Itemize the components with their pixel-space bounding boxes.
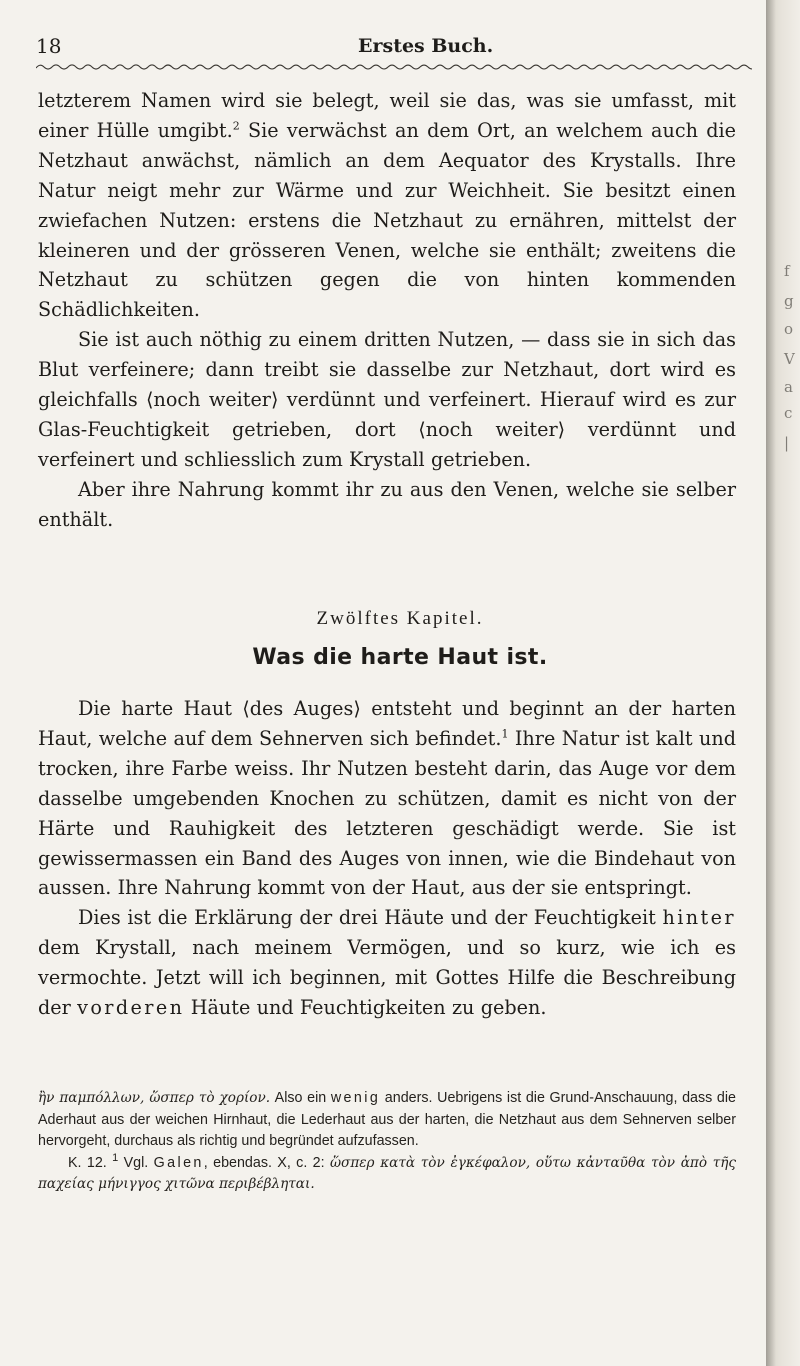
footnote: K. 12. $^1$ Vgl. Galen, ebendas. X, c. 2: ὥσπερ κατὰ τὸν ἐγκέφαλον, οὕτω κἀνταῦθα τὸν ἀπὸ τῆς παχείας μήνιγγος χιτῶνα περιβέβληται. — [38, 1151, 736, 1192]
paragraph: Die harte Haut ⟨des Auges⟩ entsteht und beginnt an der harten Haut, welche auf dem Sehnerven sich befindet.$^1$ Ihre Natur ist kalt und trocken, ihre Farbe weiss. Ihr Nutzen besteht darin, das Auge vor dem dasselbe umgebenden Knochen zu schützen, damit es nicht von der Härte und Rauhigkeit des letzteren geschädigt werde. Sie ist gewissermassen ein Band des Auges von innen, wie die Bindehaut von aussen. Ihre Nahrung kommt von der Haut, aus der sie entspringt. — [38, 697, 736, 900]
paragraph: Sie ist auch nöthig zu einem dritten Nutzen, — dass sie in sich das Blut verfeinere; dann treibt sie dasselbe zur Netzhaut, dort wird es gleichfalls ⟨noch weiter⟩ verdünnt und verfeinert. Hierauf wird es zur Glas-Feuchtigkeit getrieben, dort ⟨noch weiter⟩ verdünnt und verfeinert und schliesslich zum Krystall getrieben. — [38, 328, 736, 471]
footnote-continuation: ἢν παμπόλλων, ὥσπερ τὸ χορίον. Also ein wenig anders. Uebrigens ist die Grund-Anschauung, dass die Aderhaut aus der weichen Hirnhaut, die Lederhaut aus der harten, die Netzhaut aus dem Sehnerven selber hervorgeht, durchaus als richtig und begründet aufzufassen. — [38, 1090, 736, 1149]
body-text-part1 — [38, 86, 736, 535]
running-title: Erstes Buch. — [358, 35, 494, 57]
edge-fragment: a — [784, 378, 793, 396]
edge-fragment: | — [784, 434, 790, 452]
emphasis-spaced: vorderen — [77, 996, 185, 1020]
header-wavy-rule — [36, 62, 752, 72]
paragraph: Aber ihre Nahrung kommt ihr zu aus den Venen, welche sie selber enthält. — [38, 477, 736, 531]
footnote-marker: 2 — [232, 119, 240, 133]
footnote-marker: 1 — [501, 727, 509, 741]
edge-fragment: g — [784, 292, 794, 310]
paragraph: letzterem Namen wird sie belegt, weil sie das, was sie umfasst, mit einer Hülle umgibt.$^2$ Sie verwächst an dem Ort, an welchem auch die Netzhaut anwächst, nämlich an dem Aequator des Krystalls. Ihre Natur neigt mehr zur Wärme und zur Weichheit. Sie besitzt einen zwiefachen Nutzen: erstens die Netzhaut zu ernähren, mittelst der kleineren und der grösseren Venen, welche sie enthält; zweitens die Netzhaut zu schützen gegen die von hinten kommenden Schädlichkeiten. — [38, 89, 736, 322]
page-header — [36, 34, 752, 62]
chapter-title: Was die harte Haut ist. — [252, 645, 548, 670]
footnote-marker: 1 — [112, 1151, 119, 1164]
paragraph: Dies ist die Erklärung der drei Häute und der Feuchtigkeit hinter dem Krystall, nach meinem Vermögen, und so kurz, wie ich es vermochte. Jetzt will ich beginnen, mit Gottes Hilfe die Beschreibung der vorderen Häute und Feuchtigkeiten zu geben. — [38, 906, 736, 1020]
page-gutter-shadow — [766, 0, 776, 1366]
chapter-label: Zwölftes Kapitel. — [316, 608, 484, 629]
edge-fragment: o — [784, 320, 794, 338]
adjacent-page-edge — [766, 0, 800, 1366]
emphasis-spaced: wenig — [330, 1090, 381, 1106]
body-text-part2 — [38, 694, 736, 1023]
page-number: 18 — [36, 34, 62, 58]
edge-fragment: V — [784, 350, 795, 368]
edge-fragment: f — [784, 262, 790, 280]
greek-quote: ὥσπερ κατὰ τὸν ἐγκέφαλον, οὕτω κἀνταῦθα τὸν ἀπὸ τῆς παχείας μήνιγγος χιτῶνα περιβέβληται. — [38, 1154, 736, 1192]
footnotes — [38, 1088, 736, 1196]
greek-quote: ἢν παμπόλλων, ὥσπερ τὸ χορίον. — [38, 1090, 271, 1106]
edge-fragment: c — [784, 404, 793, 422]
emphasis-spaced: hinter — [662, 906, 736, 930]
emphasis-spaced: Galen — [153, 1154, 204, 1171]
